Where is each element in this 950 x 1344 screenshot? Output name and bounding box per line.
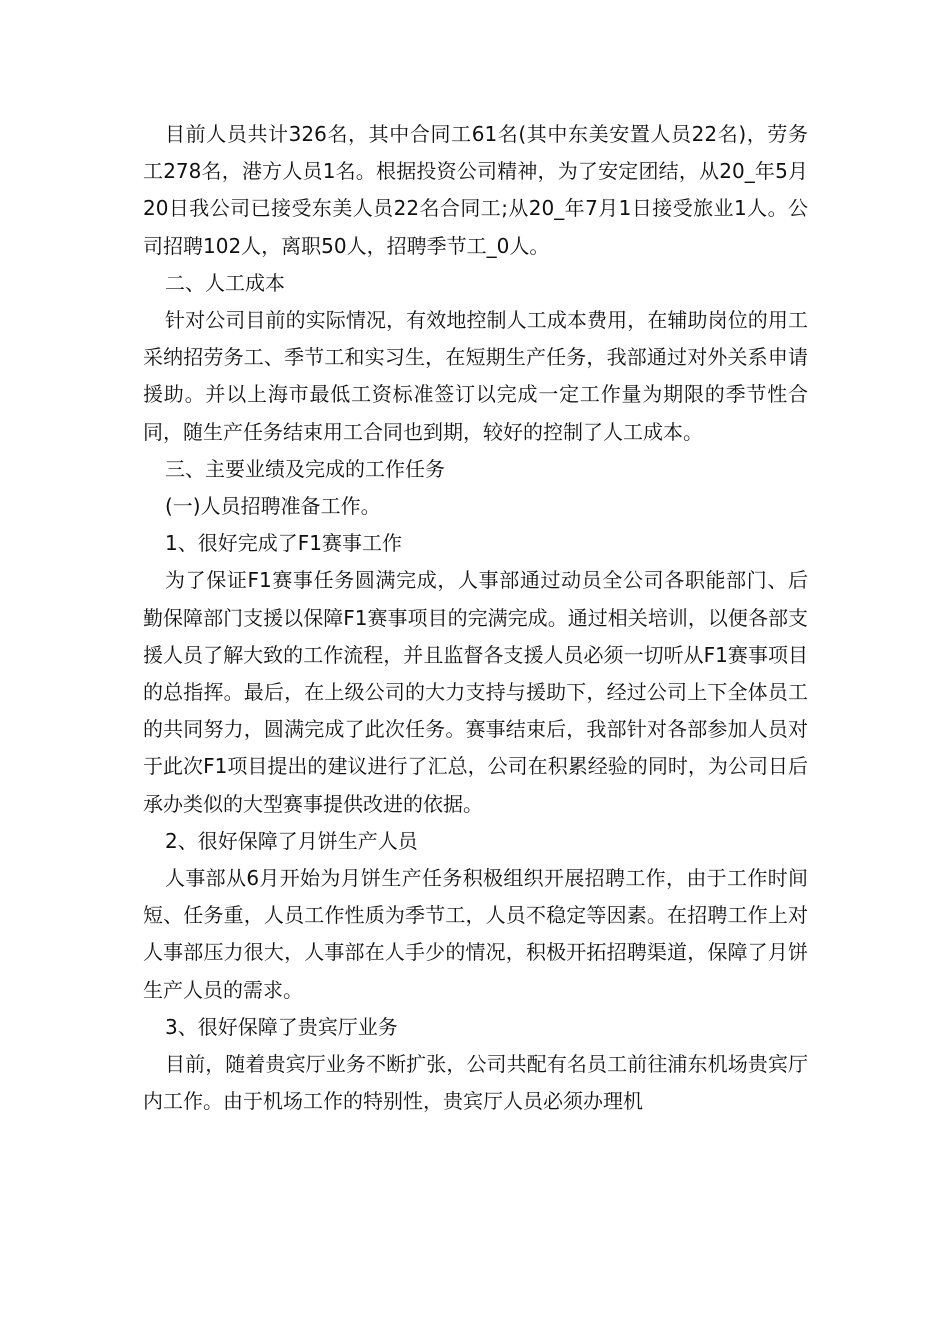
document-body bbox=[143, 116, 808, 1120]
item-heading-mooncake: 2、很好保障了月饼生产人员 bbox=[165, 828, 418, 853]
heading-labor-cost: 二、人工成本 bbox=[165, 270, 285, 295]
item-heading-f1: 1、很好完成了F1赛事工作 bbox=[165, 531, 402, 556]
paragraph-labor-cost: 针对公司目前的实际情况，有效地控制人工成本费用，在辅助岗位的用工采纳招劳务工、季节工和实习生，在短期生产任务，我部通过对外关系申请援助。并以上海市最低工资标准签订以完成一定工作量为期限的季节性合同，随生产任务结束用工合同也到期，较好的控制了人工成本。 bbox=[143, 308, 808, 444]
paragraph-f1: 为了保证F1赛事任务圆满完成，人事部通过动员全公司各职能部门、后勤保障部门支援以保障F1赛事项目的完满完成。通过相关培训，以便各部支援人员了解大致的工作流程，并且监督各支援人员必须一切听从F1赛事项目的总指挥。最后，在上级公司的大力支持与援助下，经过公司上下全体员工的共同努力，圆满完成了此次任务。赛事结束后，我部针对各部参加人员对于此次F1项目提出的建议进行了汇总，公司在积累经验的同时，为公司日后承办类似的大型赛事提供改进的依据。 bbox=[143, 568, 808, 816]
paragraph-mooncake: 人事部从6月开始为月饼生产任务积极组织开展招聘工作，由于工作时间短、任务重，人员工作性质为季节工，人员不稳定等因素。在招聘工作上对人事部压力很大，人事部在人手少的情况，积极开拓招聘渠道，保障了月饼生产人员的需求。 bbox=[143, 866, 808, 1002]
heading-achievements: 三、主要业绩及完成的工作任务 bbox=[165, 456, 445, 481]
paragraph-staff-count: 目前人员共计326名，其中合同工61名(其中东美安置人员22名)，劳务工278名，港方人员1名。根据投资公司精神，为了安定团结，从20_年5月20日我公司已接受东美人员22名合同工;从20_年7月1日接受旅业1人。公司招聘102人，离职50人，招聘季节工_0人。 bbox=[143, 122, 808, 258]
subheading-recruitment: (一)人员招聘准备工作。 bbox=[165, 494, 381, 519]
paragraph-vip-lounge: 目前，随着贵宾厅业务不断扩张，公司共配有名员工前往浦东机场贵宾厅内工作。由于机场工作的特别性，贵宾厅人员必须办理机 bbox=[143, 1052, 808, 1114]
item-heading-vip-lounge: 3、很好保障了贵宾厅业务 bbox=[165, 1014, 398, 1039]
